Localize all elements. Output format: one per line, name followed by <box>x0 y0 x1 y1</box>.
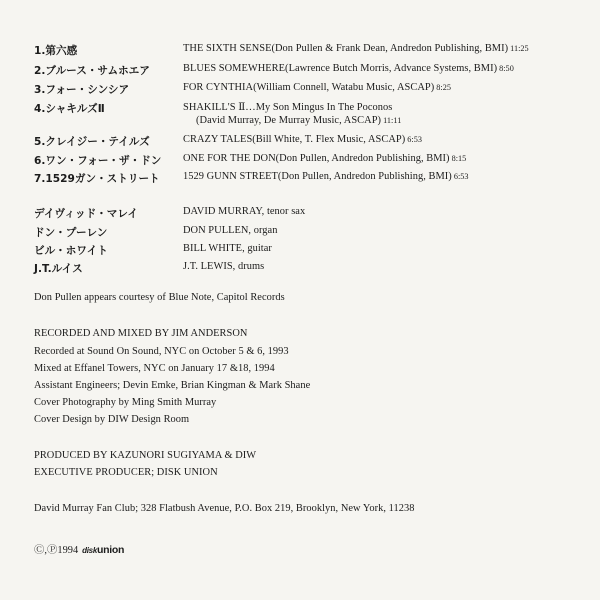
recording-line: Cover Photography by Ming Smith Murray <box>34 397 217 408</box>
track-4-credit <box>183 101 394 113</box>
copyright-line <box>34 541 124 556</box>
track-2-jp-title: 2.ブルース・サムホエア <box>34 65 150 77</box>
recording-line: Recorded at Sound On Sound, NYC on October 5 & 6, 1993 <box>34 346 289 357</box>
track-7-jp-title: 7.1529ガン・ストリート <box>34 173 160 185</box>
track-3-en-title: FOR CYNTHIA(William Connell, Watabu Music, ASCAP) <box>183 82 435 93</box>
track-5-jp-title: 5.クレイジー・テイルズ <box>34 136 150 148</box>
personnel-1-jp: デイヴィッド・マレイ <box>34 208 139 220</box>
personnel-1-en: DAVID MURRAY, tenor sax <box>183 206 306 217</box>
courtesy-note: Don Pullen appears courtesy of Blue Note, Capitol Records <box>34 292 285 303</box>
logo-union-text: union <box>96 544 125 556</box>
producer-credit: PRODUCED BY KAZUNORI SUGIYAMA & DIW <box>34 450 257 461</box>
disk-union-logo <box>82 544 124 556</box>
fan-club-address: David Murray Fan Club; 328 Flatbush Avenue, P.O. Box 219, Brooklyn, New York, 11238 <box>34 503 415 514</box>
track-1-en-title: THE SIXTH SENSE(Don Pullen & Frank Dean, Andredon Publishing, BMI) <box>183 43 509 54</box>
track-4-jp-title: 4.シャキルズⅡ <box>34 103 105 115</box>
recording-line: Mixed at Effanel Towers, NYC on January 17 &18, 1994 <box>34 363 275 374</box>
recording-line: Cover Design by DIW Design Room <box>34 414 190 425</box>
personnel-3-jp: ビル・ホワイト <box>34 245 108 257</box>
track-5-en-title: CRAZY TALES(Bill White, T. Flex Music, ASCAP) <box>183 134 406 145</box>
track-2-credit <box>183 63 514 74</box>
copyright-text: Ⓒ,Ⓟ1994 <box>34 545 79 556</box>
track-6-time: 8:15 <box>451 154 467 163</box>
track-7-time: 6:53 <box>453 172 469 181</box>
personnel-2-jp: ドン・プーレン <box>34 227 108 239</box>
track-4-en-subtitle: (David Murray, De Murray Music, ASCAP) <box>196 115 382 126</box>
track-2-time: 8:50 <box>499 64 514 73</box>
personnel-4-jp: J.T.ルイス <box>34 263 83 275</box>
track-3-jp-title: 3.フォー・シンシア <box>34 84 130 96</box>
track-3-credit <box>183 82 451 93</box>
track-6-jp-title: 6.ワン・フォー・ザ・ドン <box>34 155 162 167</box>
track-1-time: 11:25 <box>510 44 529 53</box>
personnel-4-en: J.T. LEWIS, drums <box>183 261 265 272</box>
logo-disk-text: disk <box>82 546 97 555</box>
personnel-2-en: DON PULLEN, organ <box>183 225 278 236</box>
recording-heading: RECORDED AND MIXED BY JIM ANDERSON <box>34 328 248 339</box>
track-4-en-title: SHAKILL'S Ⅱ…My Son Mingus In The Poconos <box>183 102 393 113</box>
track-2-en-title: BLUES SOMEWHERE(Lawrence Butch Morris, Advance Systems, BMI) <box>183 63 498 74</box>
track-6-credit <box>183 153 466 164</box>
track-7-credit <box>183 171 469 182</box>
track-5-time: 6:53 <box>407 135 422 144</box>
track-6-en-title: ONE FOR THE DON(Don Pullen, Andredon Publishing, BMI) <box>183 153 450 164</box>
track-4-credit-continued <box>196 115 401 126</box>
personnel-3-en: BILL WHITE, guitar <box>183 243 272 254</box>
track-1-credit <box>183 43 529 54</box>
executive-producer-credit: EXECUTIVE PRODUCER; DISK UNION <box>34 467 218 478</box>
track-3-time: 8:25 <box>436 83 452 92</box>
track-5-credit <box>183 134 422 145</box>
recording-line: Assistant Engineers; Devin Emke, Brian Kingman & Mark Shane <box>34 380 311 391</box>
track-7-en-title: 1529 GUNN STREET(Don Pullen, Andredon Publishing, BMI) <box>183 171 452 182</box>
track-1-jp-title: 1.第六感 <box>34 45 78 57</box>
track-4-subtitle-time: 11:11 <box>383 116 402 125</box>
